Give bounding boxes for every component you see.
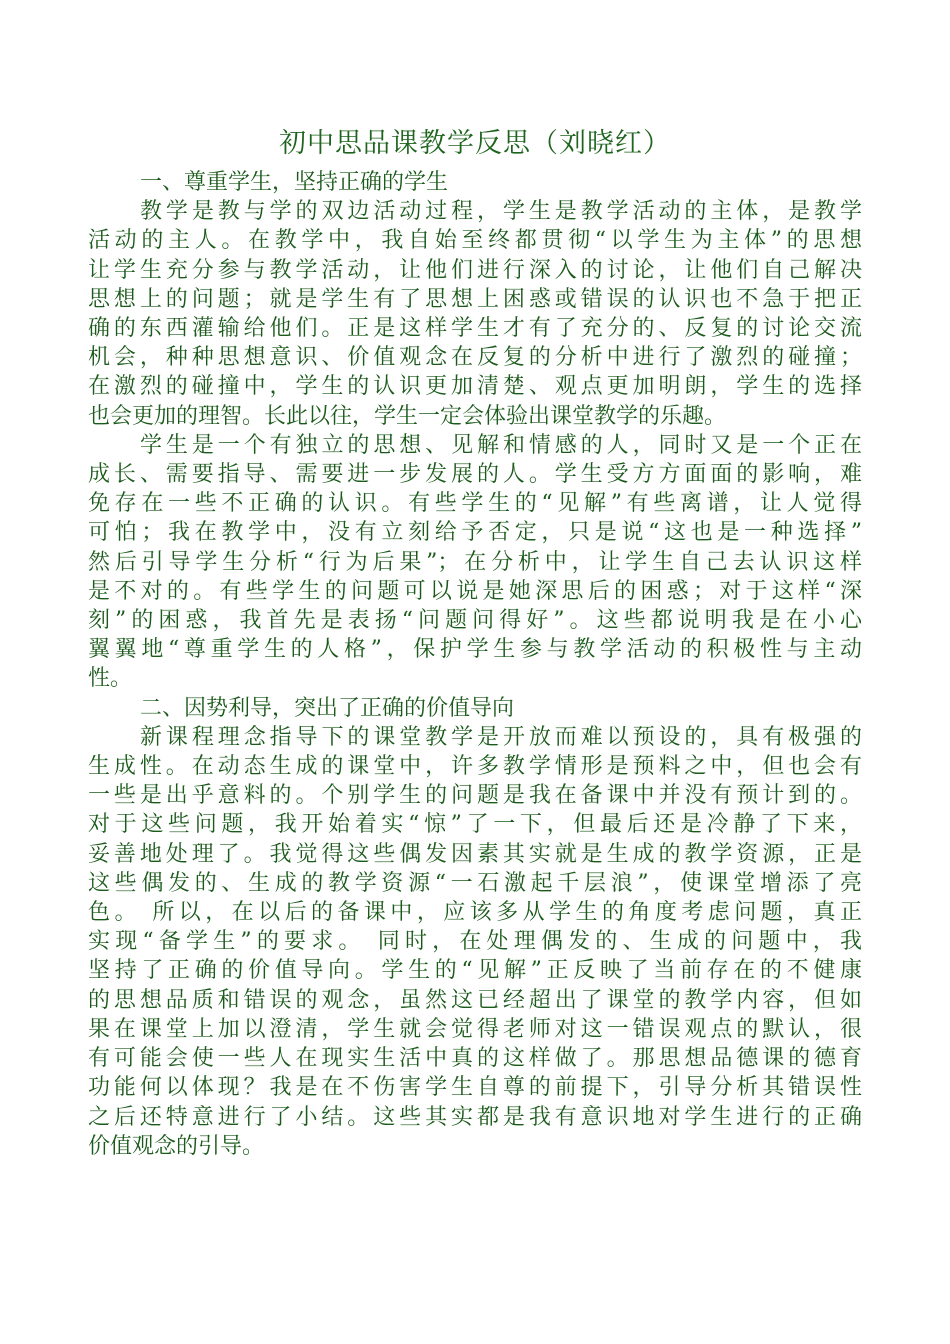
paragraph-line: 成长、需要指导、需要进一步发展的人。学生受方方面面的影响，难 xyxy=(88,462,862,488)
paragraph-line: 对于这些问题，我开始着实“惊”了一下，但最后还是冷静了下来， xyxy=(88,812,862,838)
paragraph-line: 性。 xyxy=(88,666,133,692)
section-heading-2: 二、因势利导，突出了正确的价值导向 xyxy=(140,695,515,721)
paragraph-line: 之后还特意进行了小结。这些其实都是我有意识地对学生进行的正确 xyxy=(88,1104,862,1130)
paragraph-line: 坚持了正确的价值导向。学生的“见解”正反映了当前存在的不健康 xyxy=(88,958,862,984)
paragraph-line: 妥善地处理了。我觉得这些偶发因素其实就是生成的教学资源，正是 xyxy=(88,841,862,867)
paragraph-line: 这些偶发的、生成的教学资源“一石激起千层浪”，使课堂增添了亮 xyxy=(88,870,862,896)
paragraph-line: 也会更加的理智。长此以往，学生一定会体验出课堂教学的乐趣。 xyxy=(88,403,727,429)
paragraph-line: 实现“备学生”的要求。 同时，在处理偶发的、生成的问题中，我 xyxy=(88,929,862,955)
paragraph-2 xyxy=(88,431,862,694)
paragraph-line: 翼翼地“尊重学生的人格”，保护学生参与教学活动的积极性与主动 xyxy=(88,637,862,663)
paragraph-1 xyxy=(88,197,862,431)
paragraph-line: 学生是一个有独立的思想、见解和情感的人，同时又是一个正在 xyxy=(140,432,862,458)
document-page xyxy=(88,122,862,1161)
paragraph-3 xyxy=(88,723,862,1161)
paragraph-line: 教学是教与学的双边活动过程，学生是教学活动的主体，是教学 xyxy=(140,199,862,225)
paragraph-line: 刻”的困惑，我首先是表扬“问题问得好”。这些都说明我是在小心 xyxy=(88,608,862,634)
paragraph-line: 果在课堂上加以澄清，学生就会觉得老师对这一错误观点的默认，很 xyxy=(88,1016,862,1042)
paragraph-line: 机会，种种思想意识、价值观念在反复的分析中进行了激烈的碰撞； xyxy=(88,345,862,371)
paragraph-line: 活动的主人。在教学中，我自始至终都贯彻“以学生为主体”的思想 xyxy=(88,228,862,254)
paragraph-line: 价值观念的引导。 xyxy=(88,1133,265,1159)
document-title: 初中思品课教学反思（刘晓红） xyxy=(279,128,671,159)
paragraph-line: 免存在一些不正确的认识。有些学生的“见解”有些离谱，让人觉得 xyxy=(88,491,862,517)
paragraph-line: 功能何以体现？我是在不伤害学生自尊的前提下，引导分析其错误性 xyxy=(88,1075,862,1101)
paragraph-line: 新课程理念指导下的课堂教学是开放而难以预设的，具有极强的 xyxy=(140,724,862,750)
paragraph-line: 让学生充分参与教学活动，让他们进行深入的讨论，让他们自己解决 xyxy=(88,257,862,283)
section-heading-1: 一、尊重学生，坚持正确的学生 xyxy=(140,170,449,195)
paragraph-line: 有可能会使一些人在现实生活中真的这样做了。那思想品德课的德育 xyxy=(88,1046,862,1072)
paragraph-line: 色。 所以，在以后的备课中，应该多从学生的角度考虑问题，真正 xyxy=(88,900,862,926)
paragraph-line: 在激烈的碰撞中，学生的认识更加清楚、观点更加明朗，学生的选择 xyxy=(88,374,862,400)
paragraph-line: 思想上的问题；就是学生有了思想上困惑或错误的认识也不急于把正 xyxy=(88,286,862,312)
paragraph-line: 然后引导学生分析“行为后果”；在分析中，让学生自己去认识这样 xyxy=(88,549,862,575)
paragraph-line: 确的东西灌输给他们。正是这样学生才有了充分的、反复的讨论交流 xyxy=(88,316,862,342)
paragraph-line: 是不对的。有些学生的问题可以说是她深思后的困惑；对于这样“深 xyxy=(88,578,862,604)
paragraph-line: 生成性。在动态生成的课堂中，许多教学情形是预料之中，但也会有 xyxy=(88,754,862,780)
paragraph-line: 一些是出乎意料的。个别学生的问题是我在备课中并没有预计到的。 xyxy=(88,783,862,809)
paragraph-line: 可怕；我在教学中，没有立刻给予否定，只是说“这也是一种选择” xyxy=(88,520,862,546)
paragraph-line: 的思想品质和错误的观念，虽然这已经超出了课堂的教学内容，但如 xyxy=(88,987,862,1013)
